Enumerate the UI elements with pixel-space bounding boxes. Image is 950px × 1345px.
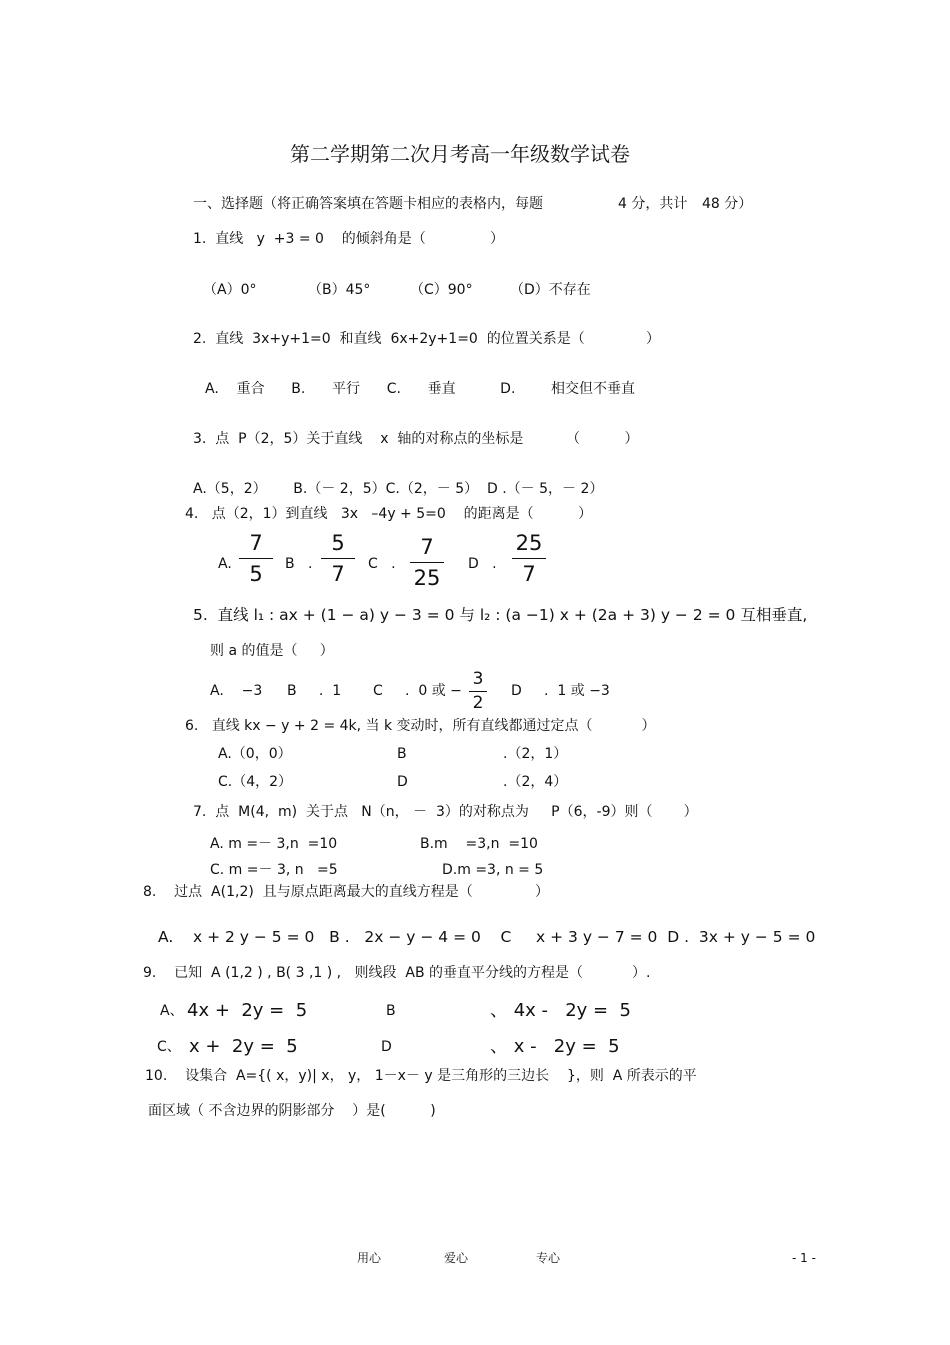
- q9-option-a: 4x + 2y = 5: [187, 1000, 308, 1021]
- q4-fraction-c: [410, 535, 444, 590]
- q3-options: A.（5，2） B.（－ 2，5）C.（2，－ 5） D .（－ 5，－ 2）: [193, 481, 604, 497]
- q4-label-a: A.: [218, 556, 232, 572]
- section-score-per-item: 4 分，共计: [618, 196, 688, 212]
- q1-option-d: （D）不存在: [510, 282, 591, 298]
- q6-option-b: .（2，1）: [503, 746, 568, 762]
- q6-option-b-label: B: [397, 746, 407, 762]
- q9-stem: 9. 已知 A (1,2 ) , B( 3 ,1 ) , 则线段 AB 的垂直平分线的方程是（ ）.: [143, 965, 651, 981]
- q5-stem-line2: 则 a 的值是（ ）: [210, 643, 334, 659]
- q5-stem: 5. 直线 l₁ : ax + (1 − a) y − 3 = 0 与 l₂ : (a −1) x + (2a + 3) y − 2 = 0 互相垂直,: [193, 606, 808, 624]
- page-number: - 1 -: [792, 1251, 816, 1265]
- q2-paren: ）: [646, 331, 660, 347]
- q5-option-a: A. −3: [210, 683, 263, 699]
- q7-option-c: C. m =－ 3, n =5: [210, 862, 338, 878]
- q7-option-b: B.m =3,n =10: [420, 836, 538, 852]
- fraction-bar: [512, 558, 546, 559]
- q4-fraction-b: [321, 531, 355, 586]
- q5-option-b: B . 1: [287, 683, 342, 699]
- q1-stem: 1. 直线 y +3 = 0 的倾斜角是（: [193, 231, 426, 247]
- q5-fraction-c: [469, 670, 487, 713]
- q4-a-denominator: 5: [249, 562, 263, 586]
- q9-option-a-label: A、: [160, 1003, 184, 1019]
- q9-option-b-label: B: [386, 1003, 396, 1019]
- q4-fraction-d: [512, 531, 546, 586]
- q4-d-numerator: 25: [515, 531, 543, 555]
- footer-word-1: 用心: [357, 1251, 382, 1265]
- q4-stem: 4. 点（2，1）到直线 3x –4y + 5=0 的距离是（ ）: [185, 506, 593, 522]
- q6-option-a: A.（0，0）: [218, 746, 292, 762]
- q9-option-d: 、 x - 2y = 5: [490, 1036, 620, 1057]
- fraction-bar: [239, 558, 273, 559]
- q9-option-c: x + 2y = 5: [189, 1036, 298, 1057]
- q6-stem: 6. 直线 kx − y + 2 = 4k, 当 k 变动时，所有直线都通过定点（ ）: [185, 718, 656, 734]
- q4-fraction-a: [239, 531, 273, 586]
- fraction-bar: [321, 558, 355, 559]
- q9-option-d-label: D: [381, 1039, 392, 1055]
- q4-a-numerator: 7: [249, 531, 263, 555]
- q7-stem: 7. 点 M(4, m) 关于点 N（n， － 3）的对称点为 P（6，-9）则（ ）: [193, 804, 698, 820]
- q1-option-a: （A）0°: [203, 282, 257, 298]
- q5-c-denominator: 2: [472, 693, 484, 713]
- q3-paren: （ ）: [566, 431, 639, 447]
- section-score-total: 48 分）: [702, 196, 753, 212]
- q4-d-denominator: 7: [522, 562, 536, 586]
- q4-label-c: C .: [368, 556, 396, 572]
- q4-c-denominator: 25: [413, 566, 441, 590]
- q5-option-c: C . 0 或 −: [373, 683, 462, 699]
- page-title: 第二学期第二次月考高一年级数学试卷: [290, 142, 630, 166]
- q5-option-d: D . 1 或 −3: [511, 683, 610, 699]
- q4-b-denominator: 7: [331, 562, 345, 586]
- q1-paren: ）: [490, 231, 504, 247]
- q7-option-a: A. m =－ 3,n =10: [210, 836, 338, 852]
- q6-option-d: .（2，4）: [503, 774, 568, 790]
- q6-option-d-label: D: [397, 774, 408, 790]
- q1-option-b: （B）45°: [308, 282, 371, 298]
- q1-option-c: （C）90°: [410, 282, 473, 298]
- q5-c-numerator: 3: [472, 669, 484, 689]
- q10-stem: 10. 设集合 A={( x，y)| x， y， 1－x－ y 是三角形的三边长 }，则 A 所表示的平: [145, 1068, 697, 1084]
- footer-word-3: 专心: [536, 1251, 561, 1265]
- q4-b-numerator: 5: [331, 531, 345, 555]
- q3-stem: 3. 点 P（2，5）关于直线 x 轴的对称点的坐标是: [193, 431, 524, 447]
- q9-option-b: 、 4x - 2y = 5: [490, 1000, 632, 1021]
- q2-stem: 2. 直线 3x+y+1=0 和直线 6x+2y+1=0 的位置关系是（: [193, 331, 585, 347]
- q7-option-d: D.m =3, n = 5: [442, 862, 544, 878]
- q4-label-d: D .: [468, 556, 497, 572]
- fraction-bar: [469, 691, 487, 692]
- q4-c-numerator: 7: [420, 535, 434, 559]
- q10-stem-line2: 面区域（ 不含边界的阴影部分 ）是( ): [148, 1103, 436, 1119]
- q8-options: A. x + 2 y − 5 = 0 B . 2x − y − 4 = 0 C x + 3 y − 7 = 0 D . 3x + y − 5 = 0: [158, 928, 816, 946]
- q6-option-c: C.（4，2）: [218, 774, 293, 790]
- fraction-bar: [410, 562, 444, 563]
- footer-word-2: 爱心: [444, 1251, 469, 1265]
- q9-option-c-label: C、: [157, 1039, 181, 1055]
- q8-stem: 8. 过点 A(1,2) 且与原点距离最大的直线方程是（ ）: [143, 884, 550, 900]
- q4-label-b: B .: [285, 556, 313, 572]
- q2-options: A. 重合 B. 平行 C. 垂直 D. 相交但不垂直: [205, 381, 636, 397]
- section-header: 一、选择题（将正确答案填在答题卡相应的表格内，每题: [193, 196, 543, 212]
